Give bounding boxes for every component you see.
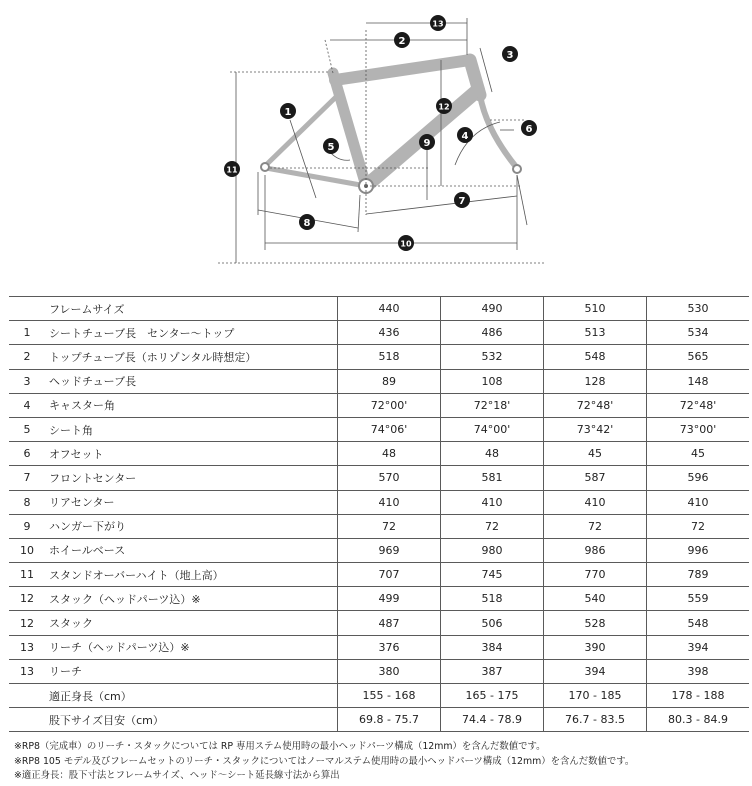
row-number: 2	[9, 345, 45, 369]
svg-text:12: 12	[438, 102, 450, 112]
row-number: 7	[9, 466, 45, 490]
svg-text:11: 11	[226, 165, 238, 175]
row-value: 996	[647, 538, 750, 562]
row-label: リーチ（ヘッドパーツ込）※	[45, 635, 338, 659]
row-number	[9, 297, 45, 321]
row-value: 108	[441, 369, 544, 393]
row-label: リアセンター	[45, 490, 338, 514]
row-label: シートチューブ長 センター〜トップ	[45, 321, 338, 345]
size-510: 510	[544, 297, 647, 321]
svg-text:2: 2	[398, 36, 406, 47]
front-axle	[513, 165, 521, 173]
svg-text:8: 8	[303, 218, 311, 229]
row-value: 518	[338, 345, 441, 369]
table-row	[9, 538, 749, 562]
row-value: 394	[544, 659, 647, 683]
row-number: 4	[9, 393, 45, 417]
badge-4	[457, 127, 473, 143]
row-value: 559	[647, 587, 750, 611]
row-number: 8	[9, 490, 45, 514]
table-row	[9, 417, 749, 441]
row-value: 548	[647, 611, 750, 635]
row-value: 513	[544, 321, 647, 345]
table-row	[9, 684, 749, 708]
row-value: 74.4 - 78.9	[441, 708, 544, 732]
svg-text:5: 5	[327, 142, 335, 153]
footnote-2: ※RP8 105 モデル及びフレームセットのリーチ・スタックについてはノーマルステム使用時の最小ヘッドパーツ構成（12mm）を含んだ数値です。	[14, 755, 635, 767]
badge-9	[419, 134, 435, 150]
row-value: 969	[338, 538, 441, 562]
row-value: 548	[544, 345, 647, 369]
row-value: 73°42'	[544, 417, 647, 441]
row-value: 487	[338, 611, 441, 635]
table-row	[9, 345, 749, 369]
table-row	[9, 611, 749, 635]
row-value: 410	[441, 490, 544, 514]
row-number: 11	[9, 563, 45, 587]
badge-3	[502, 46, 518, 62]
table-row	[9, 442, 749, 466]
row-value: 89	[338, 369, 441, 393]
footnote-3: ※適正身長：股下寸法とフレームサイズ、ヘッド〜シート延長線寸法から算出	[14, 770, 340, 781]
size-530: 530	[647, 297, 750, 321]
row-label: ヘッドチューブ長	[45, 369, 338, 393]
row-value: 76.7 - 83.5	[544, 708, 647, 732]
row-value: 72°18'	[441, 393, 544, 417]
row-value: 387	[441, 659, 544, 683]
size-490: 490	[441, 297, 544, 321]
badge-12	[436, 98, 452, 114]
row-value: 148	[647, 369, 750, 393]
badge-2	[394, 32, 410, 48]
row-value: 376	[338, 635, 441, 659]
badge-7	[454, 192, 470, 208]
row-value: 72	[338, 514, 441, 538]
row-value: 178 - 188	[647, 684, 750, 708]
svg-text:3: 3	[506, 50, 514, 61]
row-number: 13	[9, 635, 45, 659]
table-row	[9, 466, 749, 490]
row-number: 12	[9, 587, 45, 611]
row-value: 74°00'	[441, 417, 544, 441]
row-value: 45	[647, 442, 750, 466]
row-label: 股下サイズ目安（cm）	[45, 708, 338, 732]
row-number: 13	[9, 659, 45, 683]
row-value: 410	[544, 490, 647, 514]
row-number: 10	[9, 538, 45, 562]
row-label: 適正身長（cm）	[45, 684, 338, 708]
row-value: 384	[441, 635, 544, 659]
row-label: スタック	[45, 611, 338, 635]
row-value: 72°00'	[338, 393, 441, 417]
footnote-1: ※RP8（完成車）のリーチ・スタックについては RP 専用ステム使用時の最小ヘッドパーツ構成（12mm）を含んだ数値です。	[14, 741, 546, 752]
row-value: 390	[544, 635, 647, 659]
frame-geometry-diagram	[0, 0, 752, 282]
row-label: リーチ	[45, 659, 338, 683]
badge-11	[224, 161, 240, 177]
badge-6	[521, 120, 537, 136]
row-value: 587	[544, 466, 647, 490]
row-number: 5	[9, 417, 45, 441]
row-value: 506	[441, 611, 544, 635]
row-value: 570	[338, 466, 441, 490]
svg-text:7: 7	[458, 196, 466, 207]
row-value: 436	[338, 321, 441, 345]
row-value: 565	[647, 345, 750, 369]
row-label: ハンガー下がり	[45, 514, 338, 538]
svg-text:1: 1	[284, 107, 292, 118]
row-value: 48	[338, 442, 441, 466]
table-row	[9, 369, 749, 393]
table-row	[9, 659, 749, 683]
badge-10	[398, 235, 414, 251]
table-row	[9, 393, 749, 417]
row-value: 707	[338, 563, 441, 587]
row-value: 410	[647, 490, 750, 514]
svg-text:10: 10	[400, 239, 412, 249]
row-value: 72°48'	[647, 393, 750, 417]
table-row	[9, 708, 749, 732]
row-value: 770	[544, 563, 647, 587]
row-value: 165 - 175	[441, 684, 544, 708]
row-value: 380	[338, 659, 441, 683]
row-value: 128	[544, 369, 647, 393]
seat-tube	[333, 73, 366, 186]
row-number	[9, 684, 45, 708]
row-value: 45	[544, 442, 647, 466]
row-value: 170 - 185	[544, 684, 647, 708]
row-number: 3	[9, 369, 45, 393]
fork	[480, 95, 517, 168]
row-value: 80.3 - 84.9	[647, 708, 750, 732]
row-value: 980	[441, 538, 544, 562]
table-row	[9, 490, 749, 514]
row-label: スタック（ヘッドパーツ込）※	[45, 587, 338, 611]
row-number: 6	[9, 442, 45, 466]
row-value: 69.8 - 75.7	[338, 708, 441, 732]
row-label: フロントセンター	[45, 466, 338, 490]
row-label: トップチューブ長（ホリゾンタル時想定）	[45, 345, 338, 369]
table-row	[9, 635, 749, 659]
row-number: 12	[9, 611, 45, 635]
frame-size-label: フレームサイズ	[45, 297, 338, 321]
row-value: 534	[647, 321, 750, 345]
row-value: 155 - 168	[338, 684, 441, 708]
row-value: 398	[647, 659, 750, 683]
size-440: 440	[338, 297, 441, 321]
geometry-table	[9, 296, 749, 732]
row-value: 986	[544, 538, 647, 562]
geometry-table-body	[9, 297, 749, 732]
table-row	[9, 563, 749, 587]
badge-1	[280, 103, 296, 119]
row-label: オフセット	[45, 442, 338, 466]
row-value: 745	[441, 563, 544, 587]
rear-axle	[261, 163, 269, 171]
chain-stay	[266, 168, 366, 186]
row-value: 48	[441, 442, 544, 466]
row-value: 72	[544, 514, 647, 538]
row-label: キャスター角	[45, 393, 338, 417]
svg-text:9: 9	[423, 138, 431, 149]
badge-13	[430, 15, 446, 31]
svg-text:6: 6	[525, 124, 533, 135]
bike-frame	[265, 60, 517, 186]
row-value: 72	[647, 514, 750, 538]
row-label: ホイールベース	[45, 538, 338, 562]
row-value: 74°06'	[338, 417, 441, 441]
table-row	[9, 321, 749, 345]
badge-8	[299, 214, 315, 230]
table-header-row	[9, 297, 749, 321]
row-value: 528	[544, 611, 647, 635]
row-number: 9	[9, 514, 45, 538]
row-value: 486	[441, 321, 544, 345]
row-value: 72	[441, 514, 544, 538]
row-number: 1	[9, 321, 45, 345]
row-value: 410	[338, 490, 441, 514]
top-tube	[335, 60, 470, 80]
row-value: 789	[647, 563, 750, 587]
row-number	[9, 708, 45, 732]
row-value: 518	[441, 587, 544, 611]
row-value: 72°48'	[544, 393, 647, 417]
table-row	[9, 587, 749, 611]
row-value: 499	[338, 587, 441, 611]
svg-text:13: 13	[432, 19, 444, 29]
svg-text:4: 4	[461, 131, 469, 142]
row-value: 73°00'	[647, 417, 750, 441]
table-row	[9, 514, 749, 538]
row-value: 581	[441, 466, 544, 490]
row-label: スタンドオーバーハイト（地上高）	[45, 563, 338, 587]
row-value: 596	[647, 466, 750, 490]
badge-5	[323, 138, 339, 154]
row-label: シート角	[45, 417, 338, 441]
footnotes	[14, 740, 634, 784]
row-value: 394	[647, 635, 750, 659]
row-value: 532	[441, 345, 544, 369]
row-value: 540	[544, 587, 647, 611]
